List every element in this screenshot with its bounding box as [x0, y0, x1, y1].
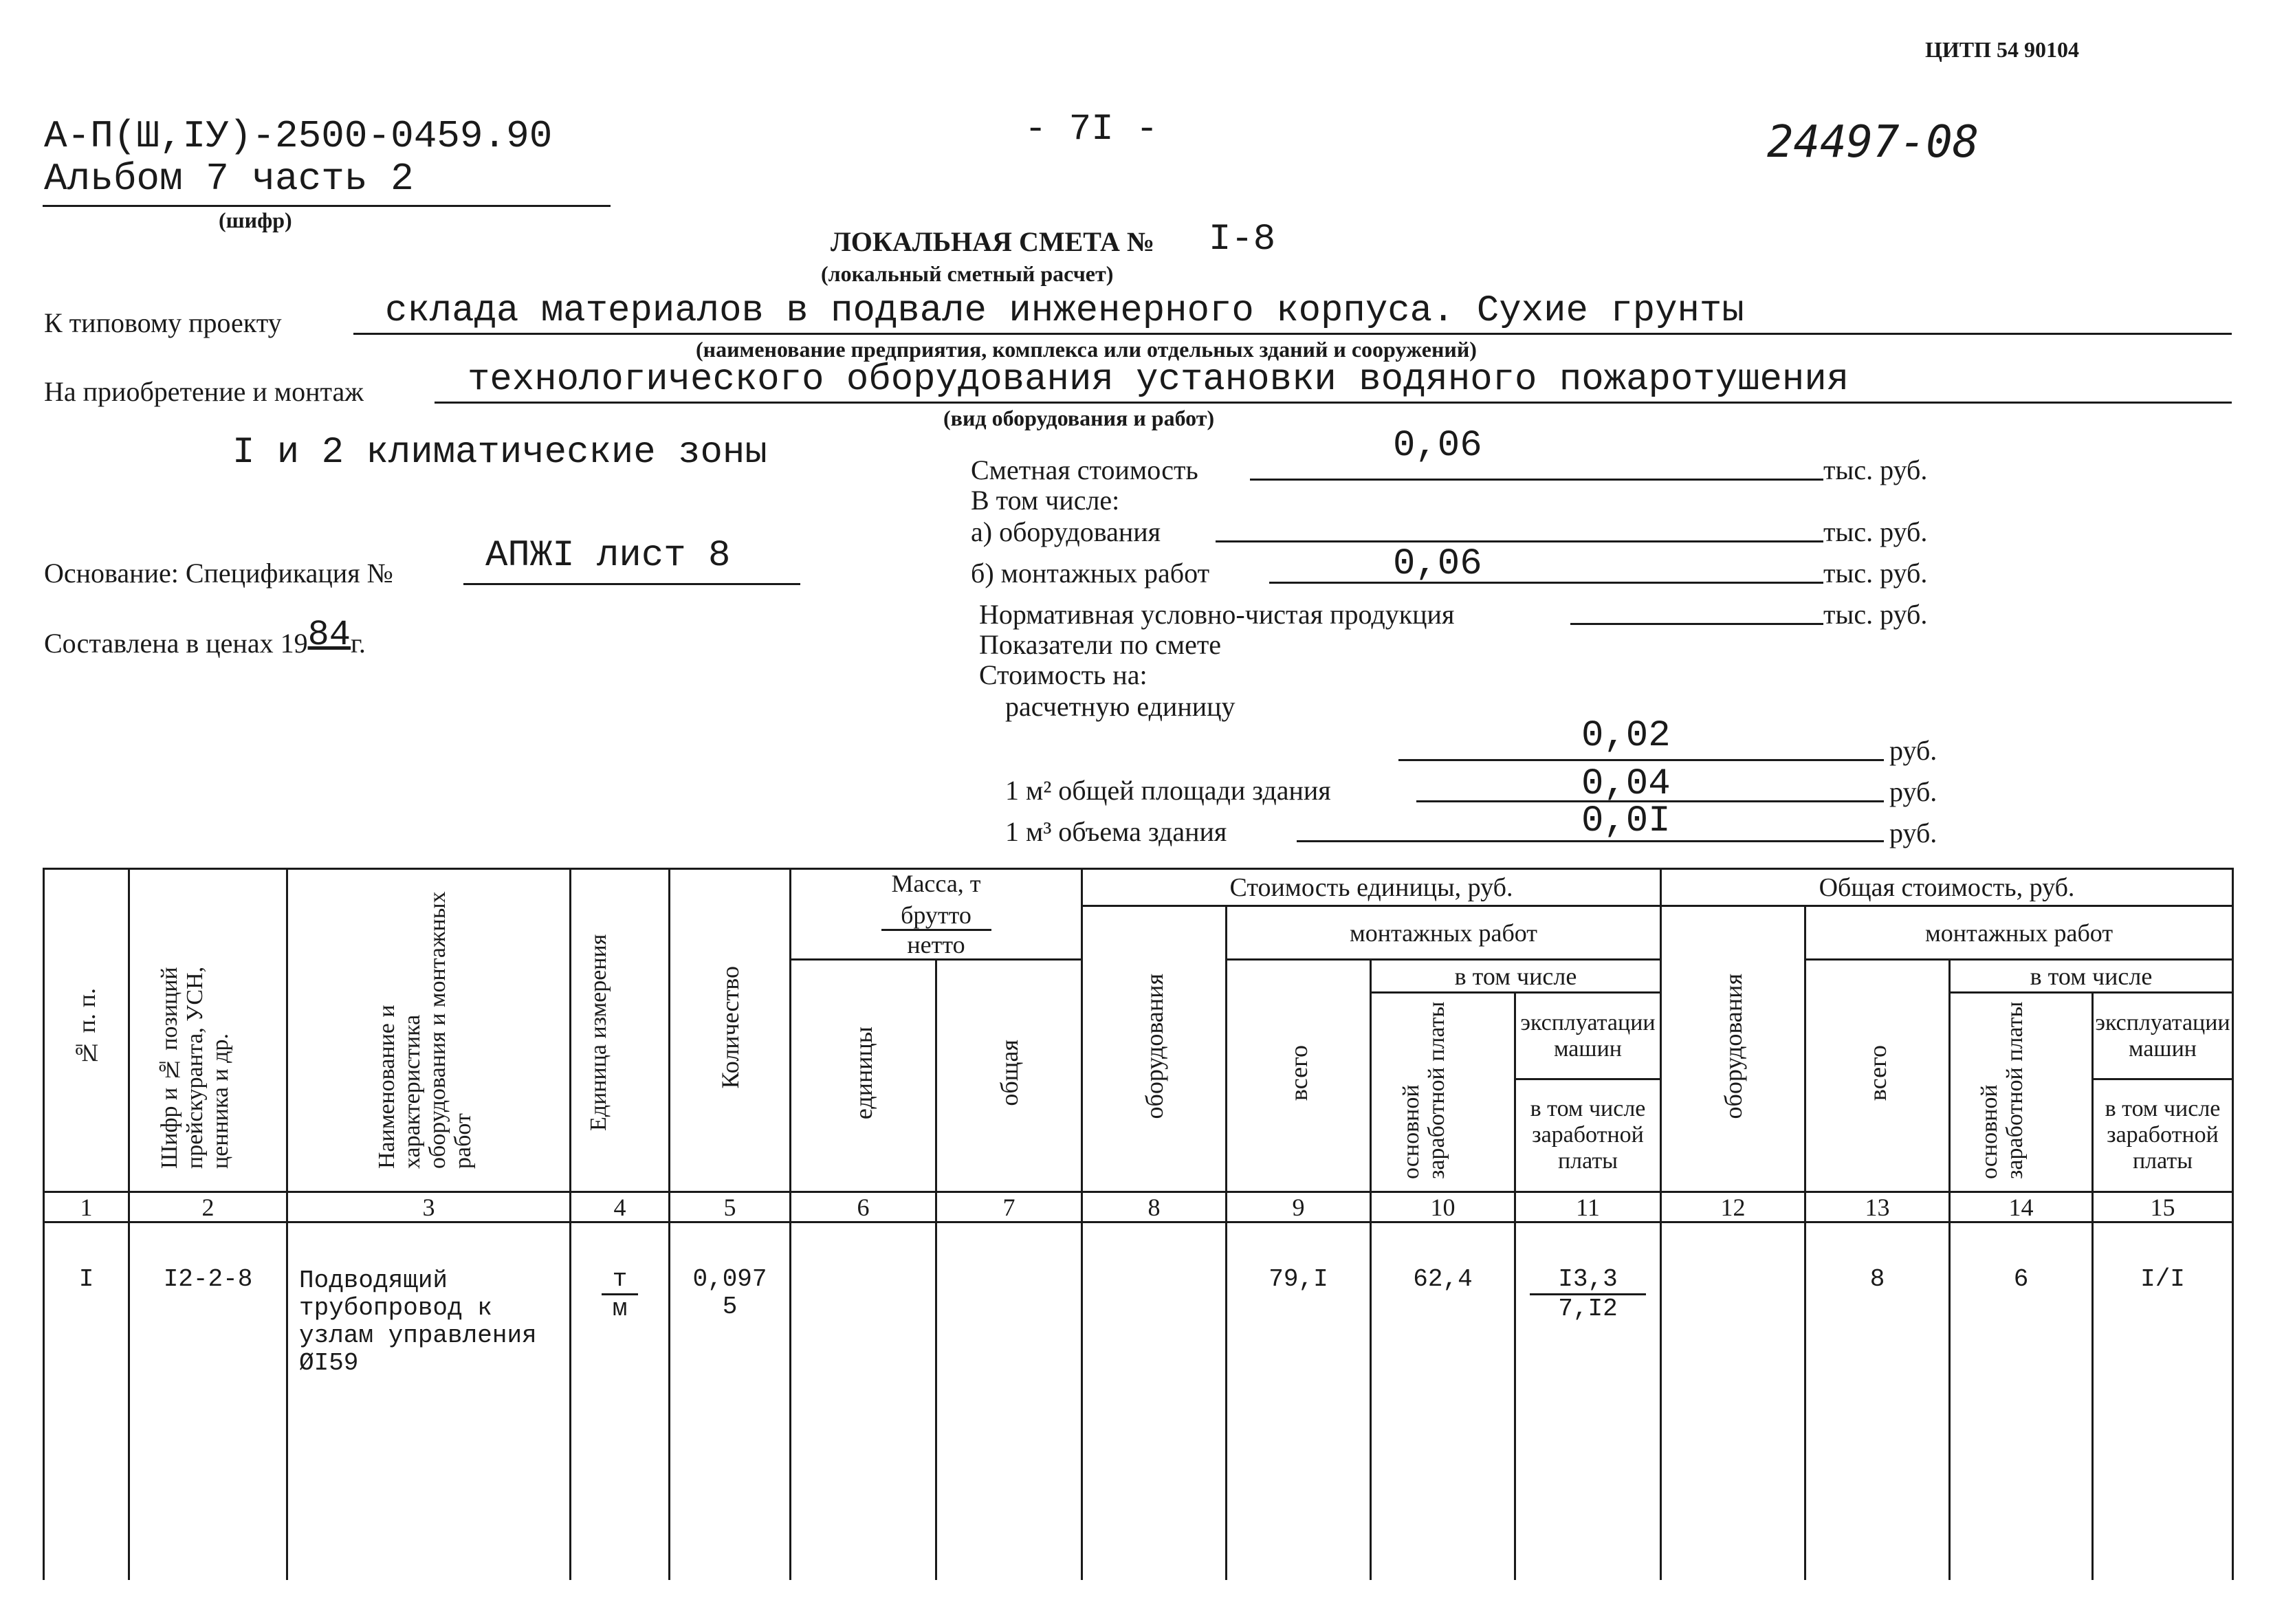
normative-unit: тыс. руб.: [1823, 599, 1928, 630]
unit-cost-header: Стоимость единицы, руб.: [1082, 869, 1661, 906]
to-project-value: склада материалов в подвале инженерного корпуса. Сухие грунты: [385, 290, 1744, 332]
acquisition-label: На приобретение и монтаж: [44, 376, 364, 407]
cost-for-label: Стоимость на:: [979, 659, 1148, 690]
col-header-4: Единица измерения: [571, 869, 670, 1192]
shifr-caption: (шифр): [219, 208, 292, 232]
handwritten-number: 24497-08: [1767, 117, 1979, 168]
col-number: 13: [1805, 1192, 1950, 1222]
acquisition-caption: (вид оборудования и работ): [943, 406, 1215, 430]
unit-total-header: всего: [1227, 960, 1371, 1192]
equipment-cost-label: а) оборудования: [971, 516, 1161, 547]
unit-machines-header: [1515, 993, 1661, 1192]
install-cost-value: 0,06: [1393, 543, 1482, 585]
estimate-cost-label: Сметная стоимость: [971, 454, 1198, 485]
row-quantity: [670, 1222, 791, 1580]
col-number: 14: [1950, 1192, 2093, 1222]
document-registration-code: ЦИТП 54 90104: [1925, 37, 2080, 62]
install-cost-unit: тыс. руб.: [1823, 558, 1928, 589]
basis-underline: [463, 583, 800, 585]
install-cost-underline: [1269, 582, 1823, 584]
total-total-header: всего: [1805, 960, 1950, 1192]
per-m3-value: 0,0I: [1581, 800, 1671, 842]
acquisition-underline: [435, 402, 2232, 404]
row-mass-total: [936, 1222, 1082, 1580]
row-unit-total: 79,I: [1227, 1222, 1371, 1580]
estimate-cost-unit: тыс. руб.: [1823, 454, 1928, 485]
row-name: Подводящий трубопровод к узлам управления ØI59: [287, 1222, 571, 1580]
col-number: 10: [1371, 1192, 1515, 1222]
col-header-5: Количество: [670, 869, 791, 1192]
total-machines-label: эксплуатации машин: [2094, 994, 2232, 1080]
col-number: 15: [2093, 1192, 2233, 1222]
per-unit-label: расчетную единицу: [1005, 691, 1236, 722]
unit-machines-label: эксплуатации машин: [1516, 994, 1660, 1080]
table-row: [44, 1222, 2233, 1580]
estimate-cost-underline: [1250, 479, 1823, 481]
col-number: 11: [1515, 1192, 1661, 1222]
estimate-title: ЛОКАЛЬНАЯ СМЕТА №: [831, 226, 1155, 257]
col-number: 7: [936, 1192, 1082, 1222]
acquisition-value: технологического оборудования установки водяного пожаротушения: [468, 359, 1849, 401]
row-total-equipment: [1661, 1222, 1805, 1580]
col-number: 2: [129, 1192, 287, 1222]
to-project-label: К типовому проекту: [44, 307, 282, 338]
row-quantity-line2: 5: [722, 1293, 738, 1321]
row-unit-top: т: [602, 1266, 638, 1295]
normative-underline: [1570, 623, 1823, 625]
climate-zones: I и 2 климатические зоны: [232, 432, 767, 474]
install-cost-label: б) монтажных работ: [971, 558, 1210, 589]
total-machines-salary-label: в том числе заработной платы: [2105, 1096, 2221, 1174]
page-number: - 7I -: [1024, 109, 1159, 151]
equipment-cost-underline: [1216, 540, 1823, 542]
row-unit-machines-bottom: 7,I2: [1558, 1295, 1618, 1323]
basis-label: Основание: Спецификация №: [44, 558, 393, 589]
unit-equipment-header: оборудования: [1082, 906, 1227, 1192]
including-label: В том числе:: [971, 485, 1120, 516]
row-quantity-line1: 0,097: [692, 1265, 767, 1293]
mass-gross: брутто: [881, 901, 991, 931]
unit-install-header: монтажных работ: [1227, 906, 1661, 960]
basis-value: АПЖI лист 8: [485, 535, 731, 577]
per-m2-value: 0,04: [1581, 763, 1671, 805]
total-machines-header: [2093, 993, 2233, 1192]
estimate-cost-value: 0,06: [1393, 425, 1482, 467]
prices-label-start: Составлена в ценах 19: [44, 628, 308, 659]
row-unit-equipment: [1082, 1222, 1227, 1580]
per-m3-label: 1 м³ объема здания: [1005, 816, 1227, 847]
to-project-underline: [353, 333, 2232, 335]
mass-label: Масса, т: [891, 870, 981, 897]
col-number: 3: [287, 1192, 571, 1222]
row-unit-bottom: м: [612, 1295, 628, 1323]
per-unit-underline: [1398, 759, 1884, 761]
col-number: 8: [1082, 1192, 1227, 1222]
prices-label: [44, 615, 366, 663]
per-m2-label: 1 м² общей площади здания: [1005, 775, 1331, 806]
row-mass-unit: [791, 1222, 936, 1580]
estimate-subtitle: (локальный сметный расчет): [821, 261, 1114, 286]
row-total-total: 8: [1805, 1222, 1950, 1580]
total-install-header: монтажных работ: [1805, 906, 2233, 960]
per-m3-rub: руб.: [1889, 818, 1937, 848]
total-cost-header: Общая стоимость, руб.: [1661, 869, 2233, 906]
document-code: А-П(Ш,IУ)-2500-0459.90: [44, 114, 553, 158]
col-header-2: Шифр и № позиций прейскуранта, УСН, ценника и др.: [129, 869, 287, 1192]
col-number: 5: [670, 1192, 791, 1222]
equipment-cost-unit: тыс. руб.: [1823, 516, 1928, 547]
mass-net: нетто: [907, 931, 965, 958]
row-unit-machines-top: I3,3: [1530, 1266, 1646, 1295]
row-total-salary: 6: [1950, 1222, 2093, 1580]
shifr-underline: [43, 205, 611, 207]
col-number: 9: [1227, 1192, 1371, 1222]
normative-label: Нормативная условно-чистая продукция: [979, 599, 1455, 630]
mass-header: [791, 869, 1082, 960]
col-number: 6: [791, 1192, 936, 1222]
row-unit: [571, 1222, 670, 1580]
total-including-header: в том числе: [1950, 960, 2233, 993]
unit-machines-salary-label: в том числе заработной платы: [1530, 1096, 1646, 1174]
estimate-table: [43, 868, 2234, 1580]
col-header-1: № п. п.: [44, 869, 129, 1192]
mass-total-header: общая: [936, 960, 1082, 1192]
row-code: I2-2-8: [129, 1222, 287, 1580]
mass-unit-header: единицы: [791, 960, 936, 1192]
row-total-machines: I/I: [2093, 1222, 2233, 1580]
unit-including-header: в том числе: [1371, 960, 1661, 993]
prices-label-end: г.: [351, 628, 366, 659]
estimate-number: I-8: [1209, 219, 1276, 261]
unit-salary-header: основной заработной платы: [1371, 993, 1515, 1192]
to-project-caption: (наименование предприятия, комплекса или отдельных зданий и сооружений): [696, 337, 1477, 362]
prices-year: 84: [307, 615, 351, 655]
row-unit-machines: [1515, 1222, 1661, 1580]
per-unit-value: 0,02: [1581, 715, 1671, 757]
total-salary-header: основной заработной платы: [1950, 993, 2093, 1192]
per-m2-rub: руб.: [1889, 776, 1937, 807]
column-numbers-row: [44, 1192, 2233, 1222]
indicators-label: Показатели по смете: [979, 629, 1222, 660]
album-part: Альбом 7 часть 2: [44, 157, 414, 201]
col-header-3: Наименование и характеристика оборудования и монтажных работ: [287, 869, 571, 1192]
row-number: I: [44, 1222, 129, 1580]
col-number: 4: [571, 1192, 670, 1222]
per-unit-rub: руб.: [1889, 735, 1937, 766]
row-unit-salary: 62,4: [1371, 1222, 1515, 1580]
col-number: 1: [44, 1192, 129, 1222]
col-number: 12: [1661, 1192, 1805, 1222]
total-equipment-header: оборудования: [1661, 906, 1805, 1192]
